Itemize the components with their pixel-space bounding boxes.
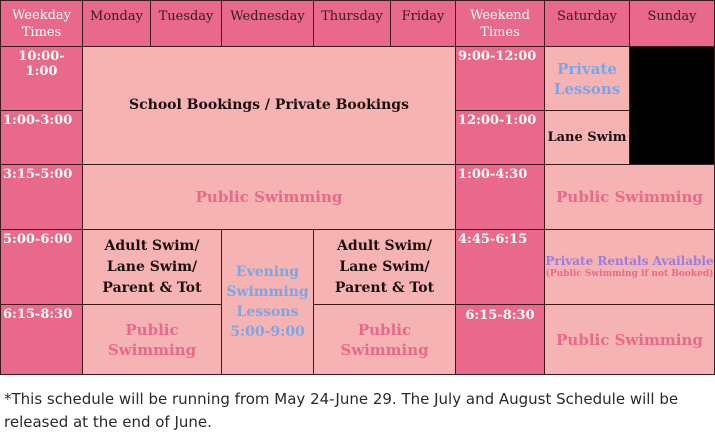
private-rentals-block [544, 229, 715, 305]
header-wednesday: Wednesday [221, 0, 314, 47]
private-rentals-label: Private Rentals Available [545, 254, 714, 268]
public-swimming-weekday-afternoon: Public Swimming [82, 164, 456, 230]
weekend-time-2: 12:00-1:00 [455, 110, 545, 165]
evening-swimming-lessons: Evening Swimming Lessons 5:00-9:00 [221, 229, 314, 375]
schedule-footnote: *This schedule will be running from May 24-June 29. The July and August Schedule will be released at the end of June. [4, 390, 679, 431]
header-tuesday: Tuesday [150, 0, 222, 47]
public-swimming-weekend-afternoon: Public Swimming [544, 164, 715, 230]
weekend-time-1: 9:00-12:00 [455, 46, 545, 111]
header-monday: Monday [82, 0, 151, 47]
lane-swim: Lane Swim [544, 110, 630, 165]
header-saturday: Saturday [544, 0, 630, 47]
weekday-time-3: 3:15-5:00 [0, 164, 83, 230]
weekday-time-1: 10:00-1:00 [0, 46, 83, 111]
header-thursday: Thursday [313, 0, 391, 47]
weekend-time-4: 4:45-6:15 [455, 229, 545, 305]
school-bookings-block: School Bookings / Private Bookings [82, 46, 456, 165]
weekday-time-4: 5:00-6:00 [0, 229, 83, 305]
weekday-time-2: 1:00-3:00 [0, 110, 83, 165]
public-swimming-thu-fri-evening: Public Swimming [313, 304, 456, 375]
header-friday: Friday [390, 0, 456, 47]
header-weekend-times: Weekend Times [455, 0, 545, 47]
public-swimming-mon-tue-evening: Public Swimming [82, 304, 222, 375]
sunday-closed-block [629, 46, 715, 165]
weekend-time-5: 6:15-8:30 [455, 304, 545, 375]
weekday-time-5: 6:15-8:30 [0, 304, 83, 375]
header-weekday-times: Weekday Times [0, 0, 83, 47]
public-swimming-weekend-evening: Public Swimming [544, 304, 715, 375]
header-sunday: Sunday [629, 0, 715, 47]
private-lessons: Private Lessons [544, 46, 630, 111]
adult-swim-mon-tue: Adult Swim/ Lane Swim/ Parent & Tot [82, 229, 222, 305]
weekend-time-3: 1:00-4:30 [455, 164, 545, 230]
adult-swim-thu-fri: Adult Swim/ Lane Swim/ Parent & Tot [313, 229, 456, 305]
private-rentals-note: (Public Swimming if not Booked) [545, 269, 714, 279]
